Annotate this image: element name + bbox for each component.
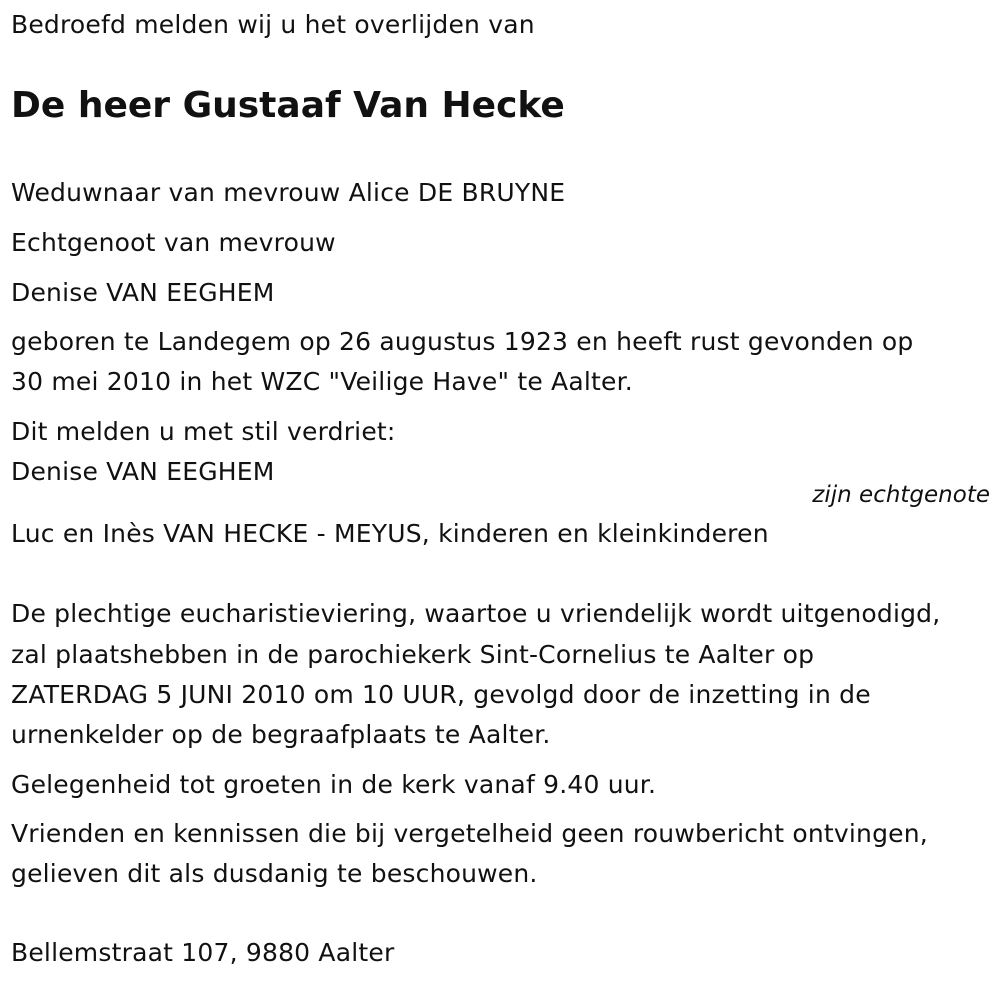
born-text-line-1: geboren te Landegem op 26 augustus 1923 en heeft rust gevonden op [11,327,914,356]
mourner-spouse-role: zijn echtgenote [812,482,990,508]
friends-text-line-1: Vrienden en kennissen die bij vergetelheid geen rouwbericht ontvingen, [11,819,928,848]
spouse-name-text: Denise VAN EEGHEM [11,278,275,307]
spouse-intro-text: Echtgenoot van mevrouw [11,228,336,257]
ceremony-text-line-4: urnenkelder op de begraafplaats te Aalter. [11,720,551,749]
ceremony-text-line-3: ZATERDAG 5 JUNI 2010 om 10 UUR, gevolgd door de inzetting in de [11,680,871,709]
sorrow-intro-text: Dit melden u met stil verdriet: [11,417,396,446]
ceremony-text-line-1: De plechtige eucharistieviering, waartoe u vriendelijk wordt uitgenodigd, [11,599,941,628]
intro-text: Bedroefd melden wij u het overlijden van [11,10,535,39]
friends-text-line-2: gelieven dit als dusdanig te beschouwen. [11,859,538,888]
ceremony-text-line-2: zal plaatshebben in de parochiekerk Sint-Cornelius te Aalter op [11,640,815,669]
greeting-text: Gelegenheid tot groeten in de kerk vanaf 9.40 uur. [11,770,657,799]
deceased-name: De heer Gustaaf Van Hecke [11,85,565,126]
address-text: Bellemstraat 107, 9880 Aalter [11,938,395,967]
mourner-children-text: Luc en Inès VAN HECKE - MEYUS, kinderen en kleinkinderen [11,519,769,548]
widower-text: Weduwnaar van mevrouw Alice DE BRUYNE [11,178,566,207]
mourner-spouse-name: Denise VAN EEGHEM [11,457,275,486]
born-text-line-2: 30 mei 2010 in het WZC "Veilige Have" te Aalter. [11,367,633,396]
